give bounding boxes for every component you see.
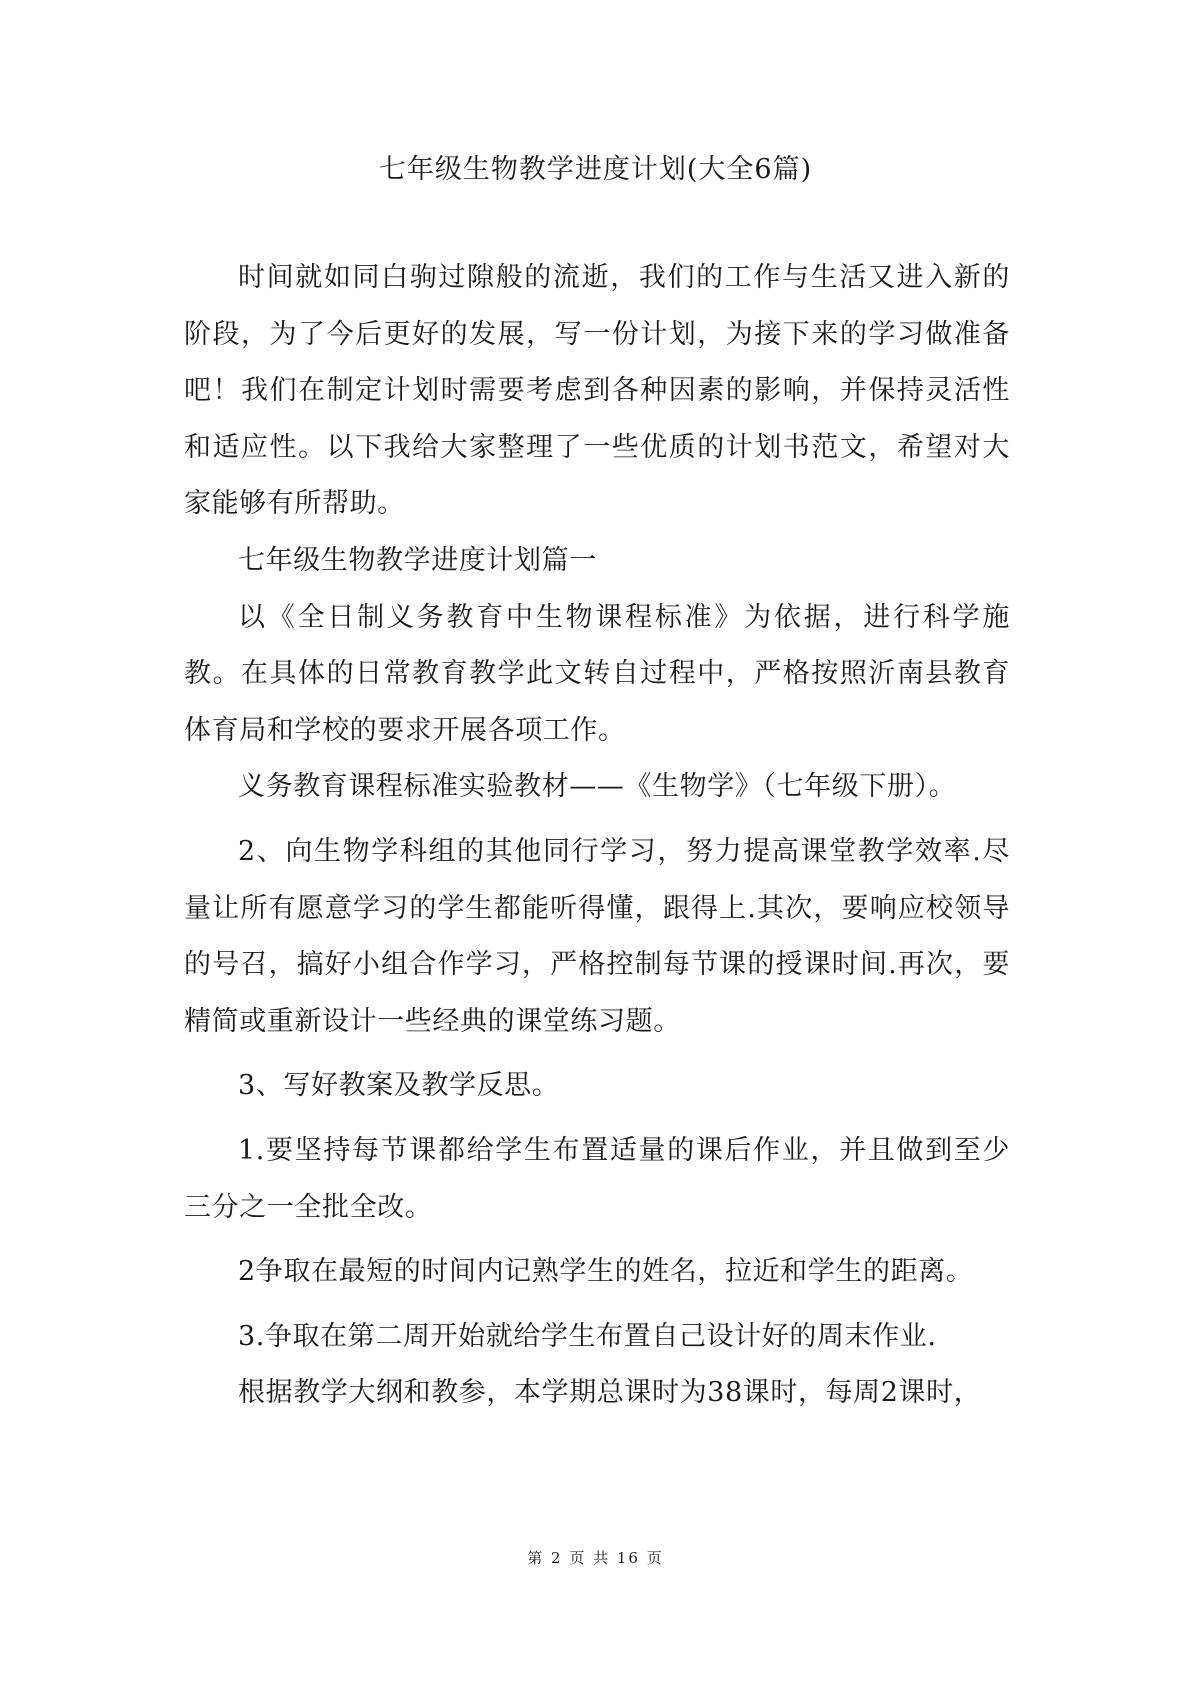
paragraph-section-heading: 七年级生物教学进度计划篇一 xyxy=(238,544,597,576)
paragraph-item-3: 3、写好教案及教学反思。 xyxy=(238,1070,560,1102)
paragraph-homework-2: 2争取在最短的时间内记熟学生的姓名，拉近和学生的距离。 xyxy=(238,1256,974,1288)
paragraph-textbook: 义务教育课程标准实验教材——《生物学》（七年级下册）。 xyxy=(238,771,957,803)
paragraph-intro: 时间就如同白驹过隙般的流逝，我们的工作与生活又进入新的阶段，为了今后更好的发展，写一份计划，为接下来的学习做准备吧！我们在制定计划时需要考虑到各种因素的影响，并保持灵活性和适应性。以下我给大家整理了一些优质的计划书范文，希望对大家能够有所帮助。 xyxy=(184,262,1010,520)
document-body xyxy=(184,250,1010,1422)
paragraph-homework-1: 1.要坚持每节课都给学生布置适量的课后作业，并且做到至少三分之一全批全改。 xyxy=(184,1134,1010,1223)
paragraph-basis: 以《全日制义务教育中生物课程标准》为依据，进行科学施教。在具体的日常教育教学此文转自过程中，严格按照沂南县教育体育局和学校的要求开展各项工作。 xyxy=(184,601,1010,746)
paragraph-item-2: 2、向生物学科组的其他同行学习，努力提高课堂教学效率.尽量让所有愿意学习的学生都能听得懂，跟得上.其次，要响应校领导的号召，搞好小组合作学习，严格控制每节课的授课时间.再次，要精简或重新设计一些经典的课堂练习题。 xyxy=(184,835,1010,1037)
document-title: 七年级生物教学进度计划(大全6篇) xyxy=(378,154,813,185)
paragraph-schedule: 根据教学大纲和教参，本学期总课时为38课时，每周2课时， xyxy=(238,1377,982,1409)
paragraph-homework-3: 3.争取在第二周开始就给学生布置自己设计好的周末作业. xyxy=(238,1320,937,1352)
page-number: 第 2 页 共 16 页 xyxy=(527,1549,664,1567)
